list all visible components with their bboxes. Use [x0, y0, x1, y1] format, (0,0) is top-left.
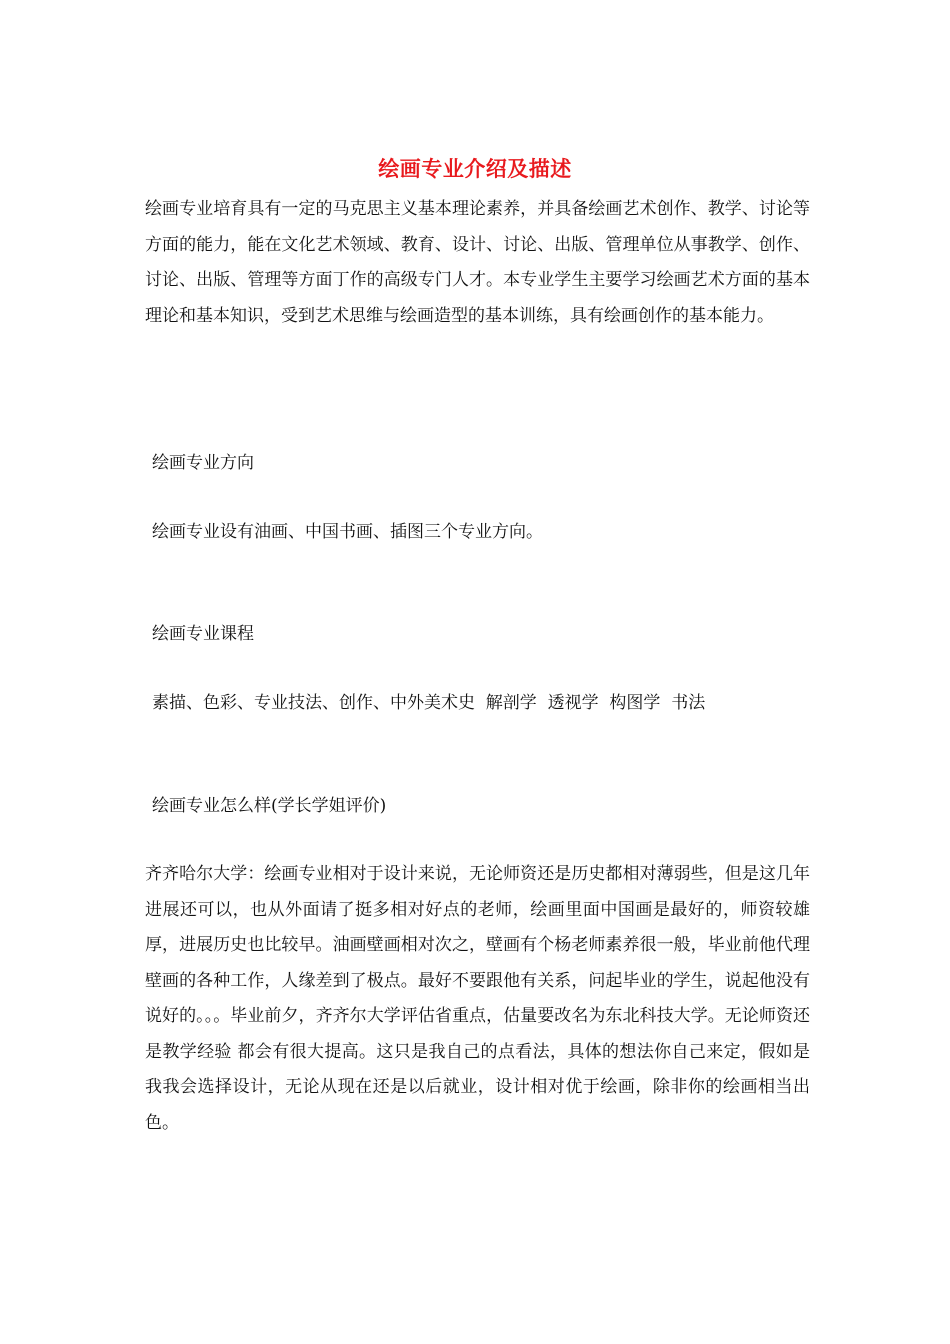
intro-paragraph: 绘画专业培育具有一定的马克思主义基本理论素养，并具备绘画艺术创作、教学、讨论等方面的能力，能在文化艺术领域、教育、设计、讨论、出版、管理单位从事教学、创作、讨论、出版、管理等方面丁作的高级专门人才。本专业学生主要学习绘画艺术方面的基本理论和基本知识，受到艺术思维与绘画造型的基本训练，具有绘画创作的基本能力。: [145, 199, 810, 326]
section-heading-direction: 绘画专业方向: [152, 453, 254, 473]
section-heading-reviews: 绘画专业怎么样(学长学姐评价): [152, 796, 387, 816]
section-body-reviews: 齐齐哈尔大学：绘画专业相对于设计来说，无论师资还是历史都相对薄弱些，但是这几年进展还可以，也从外面请了挺多相对好点的老师，绘画里面中国画是最好的，师资较雄厚，进展历史也比较早。油画壁画相对次之，壁画有个杨老师素养很一般，毕业前他代理壁画的各种工作，人缘差到了极点。最好不要跟他有关系，问起毕业的学生，说起他没有说好的。。。毕业前夕，齐齐尔大学评估省重点，估量要改名为东北科技大学。无论师资还是教学经验 都会有很大提高。这只是我自己的点看法，具体的想法你自己来定，假如是我我会选择设计，无论从现在还是以后就业，设计相对优于绘画，除非你的绘画相当出色。: [145, 864, 810, 1133]
section-heading-courses: 绘画专业课程: [152, 624, 254, 644]
document-title: 绘画专业介绍及描述: [378, 156, 572, 181]
section-body-courses: 素描、色彩、专业技法、创作、中外美术史 解剖学 透视学 构图学 书法: [152, 693, 706, 713]
section-body-direction: 绘画专业设有油画、中国书画、插图三个专业方向。: [152, 522, 543, 542]
